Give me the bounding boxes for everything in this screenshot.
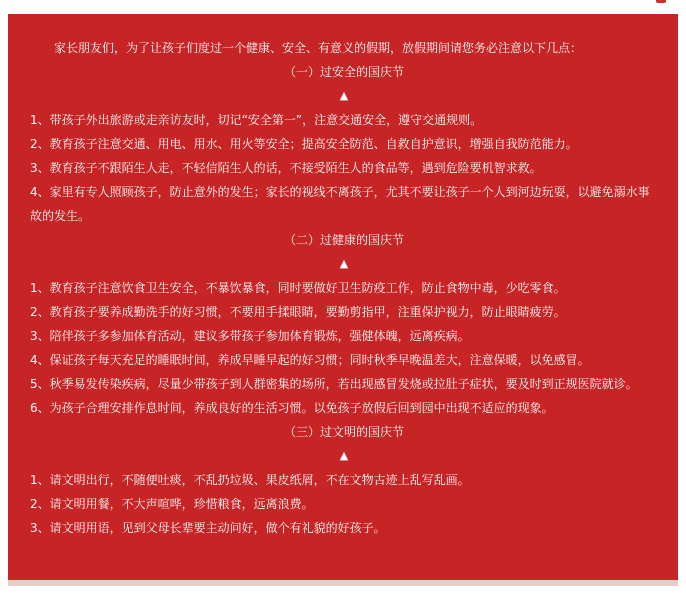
section-1-title: （一）过安全的国庆节 <box>283 65 404 79</box>
list-item: 3、教育孩子不跟陌生人走，不轻信陌生人的话，不接受陌生人的食品等，遇到危险要机智求救。 <box>30 161 542 175</box>
list-item: 2、请文明用餐，不大声喧哗，珍惜粮食，远离浪费。 <box>30 497 314 511</box>
list-item: 1、教育孩子注意饮食卫生安全，不暴饮暴食，同时要做好卫生防疫工作，防止食物中毒，少吃零食。 <box>30 281 566 295</box>
list-item: 6、为孩子合理安排作息时间，养成良好的生活习惯。以免孩子放假后回到园中出现不适应的现象。 <box>30 401 554 415</box>
section-3-title: （三）过文明的国庆节 <box>283 425 404 439</box>
bottom-border <box>8 580 678 586</box>
list-item: 4、保证孩子每天充足的睡眠时间，养成早睡早起的好习惯；同时秋季早晚温差大，注意保暖，以免感冒。 <box>30 353 590 367</box>
list-item: 3、陪伴孩子多参加体育活动，建议多带孩子参加体育锻炼，强健体魄，远离疾病。 <box>30 329 470 343</box>
top-strip <box>0 0 686 14</box>
triangle-icon: ▲ <box>339 449 349 462</box>
list-item: 2、教育孩子注意交通、用电、用水、用火等安全；提高安全防范、自救自护意识，增强自我防范能力。 <box>30 137 578 151</box>
triangle-icon: ▲ <box>339 257 349 270</box>
list-item: 1、带孩子外出旅游或走亲访友时，切记“安全第一”，注意交通安全，遵守交通规则。 <box>30 113 483 127</box>
list-item: 5、秋季易发传染疾病，尽量少带孩子到人群密集的场所，若出现感冒发烧或拉肚子症状，要及时到正规医院就诊。 <box>30 377 638 391</box>
notice-panel <box>8 14 678 580</box>
list-item: 4、家里有专人照顾孩子，防止意外的发生；家长的视线不离孩子，尤其不要让孩子一个人到河边玩耍，以避免溺水事故的发生。 <box>30 185 650 223</box>
triangle-icon: ▲ <box>339 89 349 102</box>
top-accent-mark <box>656 0 666 3</box>
intro-text: 家长朋友们，为了让孩子们度过一个健康、安全、有意义的假期，放假期间请您务必注意以下几点： <box>54 41 583 55</box>
list-item: 1、请文明出行，不随便吐痰，不乱扔垃圾、果皮纸屑，不在文物古迹上乱写乱画。 <box>30 473 470 487</box>
list-item: 2、教育孩子要养成勤洗手的好习惯，不要用手揉眼睛，要勤剪指甲，注重保护视力，防止眼睛疲劳。 <box>30 305 566 319</box>
section-2-title: （二）过健康的国庆节 <box>283 233 404 247</box>
list-item: 3、请文明用语，见到父母长辈要主动问好，做个有礼貌的好孩子。 <box>30 521 386 535</box>
